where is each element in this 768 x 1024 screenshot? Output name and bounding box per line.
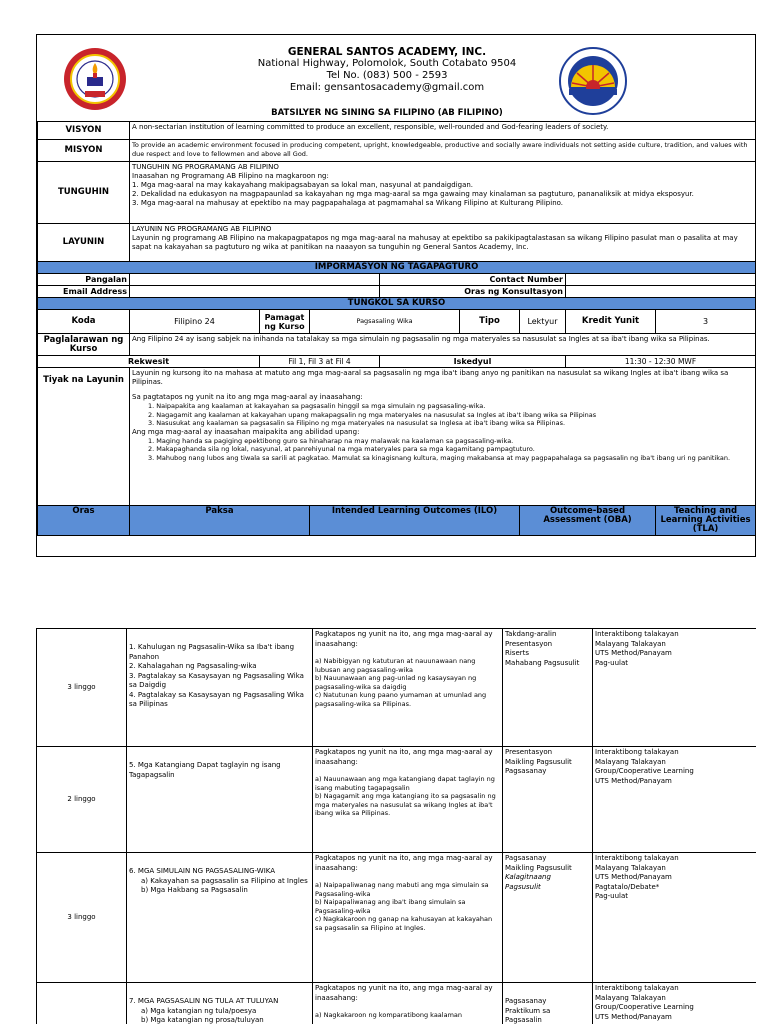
topic: 6. MGA SIMULAIN NG PAGSASALING-WIKA	[129, 867, 276, 875]
school-header	[187, 46, 587, 94]
tla-item: Malayang Talakayan	[595, 863, 666, 872]
table-row	[37, 629, 757, 747]
oba-item: Pagsasanay	[505, 997, 547, 1005]
obj-item: 3. Mahubog nang lubos ang tiwala sa sarili at pagkatao. Mamulat sa kinagisnang kultura, maging makabansa at may pagpapahalaga sa pagsasalin ng iba't ibang uri ng panitikan.	[148, 453, 731, 462]
instructor-section-title: IMPORMASYON NG TAGAPAGTURO	[38, 262, 756, 274]
topic: a) Mga katangian ng tula/poesya	[141, 1006, 257, 1015]
row-oba	[503, 747, 593, 853]
obj-heading-1: Sa pagtatapos ng yunit na ito ang mga mag-aaral ay inaasahang:	[132, 393, 363, 401]
row-weeks	[37, 983, 127, 1024]
ilo-item: a) Nagkakaroon ng komparatibong kaalaman	[315, 1011, 463, 1019]
table-row	[37, 747, 757, 853]
prereq-label: Rekwesit	[38, 356, 260, 368]
tla-item: UTS Method/Panayam	[595, 1012, 672, 1021]
oba-item: Pagsasanay	[505, 767, 547, 775]
row-oba	[503, 629, 593, 747]
syllabus-table	[37, 121, 755, 536]
row-tla	[593, 983, 757, 1024]
table-row	[37, 853, 757, 983]
row-weeks: 3 linggo	[37, 629, 127, 747]
obj-item: 2. Makapaghanda sila ng lokal, nasyunal, at panrehiyunal na mga materyales para sa mga kagamitang pampagtuturo.	[148, 445, 535, 453]
tunguhin-text	[130, 162, 756, 224]
oba-item: Presentasyon	[505, 639, 553, 648]
tla-item: Malayang Talakayan	[595, 639, 666, 648]
code-label: Koda	[38, 310, 130, 334]
col-oba: Outcome-based Assessment (OBA)	[520, 506, 656, 536]
layunin-label: LAYUNIN	[38, 224, 130, 262]
oba-item: Maikling Pagsusulit	[505, 863, 572, 872]
misyon-label: MISYON	[38, 140, 130, 162]
ilo-intro: Pagkatapos ng yunit na ito, ang mga mag-aaral ay inaasahang:	[315, 984, 493, 1002]
course-section-title: TUNGKOL SA KURSO	[38, 298, 756, 310]
credit-value: 3	[656, 310, 756, 334]
obj-item: 1. Maging handa sa pagiging epektibong guro sa hinaharap na may malawak na kaalaman sa pagsasaling-wika.	[148, 436, 514, 445]
tla-item: Interaktibong talakayan	[595, 854, 679, 862]
topic: 4. Pagtalakay sa Kasaysayan ng Pagsasaling Wika sa Pilipinas	[129, 690, 304, 708]
tla-item: UTS Method/Panayam	[595, 649, 672, 657]
oba-item: Takdang-aralin	[505, 630, 557, 638]
row-weeks: 2 linggo	[37, 747, 127, 853]
row-tla	[593, 853, 757, 983]
topic: 1. Kahulugan ng Pagsasalin-Wika sa Iba't ibang Panahon	[129, 643, 295, 661]
row-topics	[127, 983, 313, 1024]
ilo-item: a) Naipapaliwanag nang mabuti ang mga simulain sa Pagsasaling-wika	[315, 881, 489, 898]
obj-item: 3. Nasusukat ang kaalaman sa pagsasalin sa Filipino ng mga materyales na nasusulat sa Inglesa at iba't ibang wika sa Pilipinas.	[148, 419, 566, 427]
contact-label: Contact Number	[380, 274, 566, 286]
misyon-text: To provide an academic environment focused in producing competent, upright, knowledgeable, productive and socially aware individuals not setting aside culture, tradition, and values with due respect and love to fellowmen and above all God.	[130, 140, 756, 162]
consult-label: Oras ng Konsultasyon	[380, 286, 566, 298]
email-value	[130, 286, 380, 298]
school-address: National Highway, Polomolok, South Cotabato 9504	[257, 58, 517, 69]
desc-label: Paglalarawan ng Kurso	[38, 334, 130, 356]
tla-item: Interaktibong talakayan	[595, 748, 679, 756]
tla-item: UTS Method/Panayam	[595, 776, 672, 785]
title-label: Pamagat ng Kurso	[260, 310, 310, 334]
ilo-intro: Pagkatapos ng yunit na ito, ang mga mag-aaral ay inaasahang:	[315, 748, 493, 766]
table-row	[37, 983, 757, 1024]
tla-item: Interaktibong talakayan	[595, 630, 679, 638]
col-paksa: Paksa	[130, 506, 310, 536]
layunin-text	[130, 224, 756, 262]
sched-label: Iskedyul	[380, 356, 566, 368]
tla-item: UTS Method/Panayam	[595, 873, 672, 881]
obj-item: 2. Nagagamit ang kaalaman at kakayahan upang makapagsalin ng mga materyales na nasusulat sa Ingles at iba't ibang wika sa Pilipinas	[148, 410, 597, 419]
tunguhin-item: 1. Mga mag-aaral na may kakayahang makipagsabayan sa lokal man, nasyunal at pandaigdigan.	[132, 181, 474, 189]
layunin-body: Layunin ng programang AB Filipino na makapagpatapos ng mga mag-aaral na mahusay at epektibo sa pakikipagtalastasan sa wikang Filipino pasulat man o pasalita at may sapat na kakayahan sa pagtuturo ng wika at panitikan na naaayon sa tunguhin ng General Santos Academy, Inc.	[132, 234, 738, 251]
code-value: Filipino 24	[130, 310, 260, 334]
visyon-label: VISYON	[38, 122, 130, 140]
ilo-item: a) Nabibigyan ng katuturan at nauunawaan nang lubusan ang pagsasaling-wika	[315, 657, 476, 674]
oba-item: Pagsasalin	[505, 1016, 542, 1024]
tla-item: Group/Cooperative Learning	[595, 1003, 694, 1011]
obj-body	[130, 368, 756, 506]
row-ilo	[313, 983, 503, 1024]
row-oba	[503, 853, 593, 983]
name-value	[130, 274, 380, 286]
ilo-item: b) Nauunawaan ang pag-unlad ng kasaysayan ng pagsasaling-wika sa daigdig	[315, 674, 477, 691]
row-topics	[127, 747, 313, 853]
tunguhin-item: 3. Mga mag-aaral na mahusay at epektibo na may pagpapahalaga at pagmamahal sa Wikang Filipino at Kulturang Pilipino.	[132, 199, 564, 207]
tla-item: Pag-uulat	[595, 658, 629, 667]
row-topics	[127, 853, 313, 983]
tunguhin-intro: Inaasahan ng Programang AB Filipino na magkaroon ng:	[132, 172, 329, 180]
topic: 5. Mga Katangiang Dapat taglayin ng isang Tagapagsalin	[129, 761, 281, 779]
ilo-item: c) Nagkakaroon ng ganap na kahusayan at kakayahan sa pagsasalin sa Filipino at Ingles.	[315, 915, 493, 932]
schedule-table	[36, 628, 756, 1024]
desc-value: Ang Filipino 24 ay isang sabjek na inihanda na tatalakay sa mga simulain ng pagsasalin ng mga materyales sa nasusulat sa Ingles at sa iba't ibang wika sa Pilipinas.	[130, 334, 756, 356]
ilo-intro: Pagkatapos ng yunit na ito, ang mga mag-aaral ay inaasahang:	[315, 854, 493, 872]
ilo-item: b) Nagagamit ang mga katangiang ito sa pagsasalin ng mga materyales na nasusulat sa wikang Ingles at iba't ibang wika sa Pilipinas.	[315, 792, 496, 817]
row-tla	[593, 629, 757, 747]
tunguhin-item: 2. Dekalidad na edukasyon na magpapaunlad sa kakayahan ng mga mag-aaral sa mga gawaing may kinalaman sa pagtuturo, pananaliksik at midya eksposyur.	[132, 190, 694, 198]
consult-value	[566, 286, 756, 298]
ilo-item: a) Nauunawaan ang mga katangiang dapat taglayin ng isang mabuting tagapagsalin	[315, 775, 495, 792]
tla-item: Malayang Talakayan	[595, 993, 666, 1002]
oba-item: Kalagitnaang	[505, 873, 551, 881]
col-oras: Oras	[38, 506, 130, 536]
ilo-item: b) Naipapaliwanag ang iba't ibang simulain sa Pagsasaling-wika	[315, 898, 466, 915]
oba-item: Presentasyon	[505, 748, 553, 756]
col-ilo: Intended Learning Outcomes (ILO)	[310, 506, 520, 536]
oba-item: Mahabang Pagsusulit	[505, 658, 580, 667]
prereq-value: Fil 1, Fil 3 at Fil 4	[260, 356, 380, 368]
obj-label: Tiyak na Layunin	[38, 368, 130, 506]
school-email: Email: gensantosacademy@gmail.com	[289, 82, 485, 93]
tla-item: Group/Cooperative Learning	[595, 767, 694, 775]
topic: a) Kakayahan sa pagsasalin sa Filipino at Ingles	[141, 876, 308, 885]
col-tla: Teaching and Learning Activities (TLA)	[656, 506, 756, 536]
topic: b) Mga katangian ng prosa/tuluyan	[141, 1016, 264, 1024]
oba-item: Maikling Pagsusulit	[505, 757, 572, 766]
credit-label: Kredit Yunit	[566, 310, 656, 334]
program-title: BATSILYER NG SINING SA FILIPINO (AB FILIPINO)	[271, 108, 503, 118]
tla-item: Pag-uulat	[595, 892, 629, 900]
tla-item: Interaktibong talakayan	[595, 984, 679, 992]
obj-item: 1. Naipapakita ang kaalaman at kakayahan sa pagsasalin hinggil sa mga simulain ng pagsasaling-wika.	[148, 402, 486, 410]
sched-value: 11:30 - 12:30 MWF	[566, 356, 756, 368]
row-ilo	[313, 853, 503, 983]
tunguhin-label: TUNGUHIN	[38, 162, 130, 224]
row-weeks: 3 linggo	[37, 853, 127, 983]
title-value: Pagsasaling Wika	[310, 310, 460, 334]
obj-heading-2: Ang mga mag-aaral ay inaasahan maipakita ang abilidad upang:	[132, 427, 360, 436]
topic: 3. Pagtalakay sa Kasaysayan ng Pagsasaling Wika sa Daigdig	[129, 671, 304, 689]
visyon-text: A non-sectarian institution of learning committed to produce an excellent, responsible, well-rounded and God-fearing leaders of society.	[130, 122, 756, 140]
email-label: Email Address	[38, 286, 130, 298]
topic: 7. MGA PAGSASALIN NG TULA AT TULUYAN	[129, 997, 279, 1005]
row-ilo	[313, 629, 503, 747]
row-oba	[503, 983, 593, 1024]
oba-item: Pagsusulit	[505, 882, 541, 891]
row-ilo	[313, 747, 503, 853]
topic: 2. Kahalagahan ng Pagsasaling-wika	[129, 662, 257, 670]
topic: b) Mga Hakbang sa Pagsasalin	[141, 886, 248, 894]
school-seal-logo	[63, 47, 127, 111]
oba-item: Riserts	[505, 649, 530, 657]
type-label: Tipo	[460, 310, 520, 334]
row-tla	[593, 747, 757, 853]
layunin-heading: LAYUNIN NG PROGRAMANG AB FILIPINO	[132, 225, 272, 233]
school-name: GENERAL SANTOS ACADEMY, INC.	[287, 46, 487, 58]
tunguhin-heading: TUNGUHIN NG PROGRAMANG AB FILIPINO	[132, 163, 279, 171]
contact-value	[566, 274, 756, 286]
tla-item: Pagtatalo/Debate*	[595, 882, 660, 891]
ilo-intro: Pagkatapos ng yunit na ito, ang mga mag-aaral ay inaasahang:	[315, 630, 493, 648]
oba-item: Pagsasanay	[505, 854, 547, 862]
syllabus-page-1	[36, 34, 756, 557]
type-value: Lektyur	[520, 310, 566, 334]
tla-item: Malayang Talakayan	[595, 757, 666, 766]
ilo-item: c) Natutunan kung paano yumaman at umunlad ang pagsasaling-wika sa Pilipinas.	[315, 691, 487, 708]
school-tel: Tel No. (083) 500 - 2593	[326, 70, 448, 81]
oba-item: Praktikum sa	[505, 1006, 551, 1015]
obj-intro: Layunin ng kursong ito na mahasa at matuto ang mga mag-aaral sa pagsasalin ng mga iba't ibang anyo ng panitikan na nasusulat sa wikang Ingles at iba't ibang wika sa Pilipinas.	[132, 369, 729, 386]
name-label: Pangalan	[38, 274, 130, 286]
row-topics	[127, 629, 313, 747]
